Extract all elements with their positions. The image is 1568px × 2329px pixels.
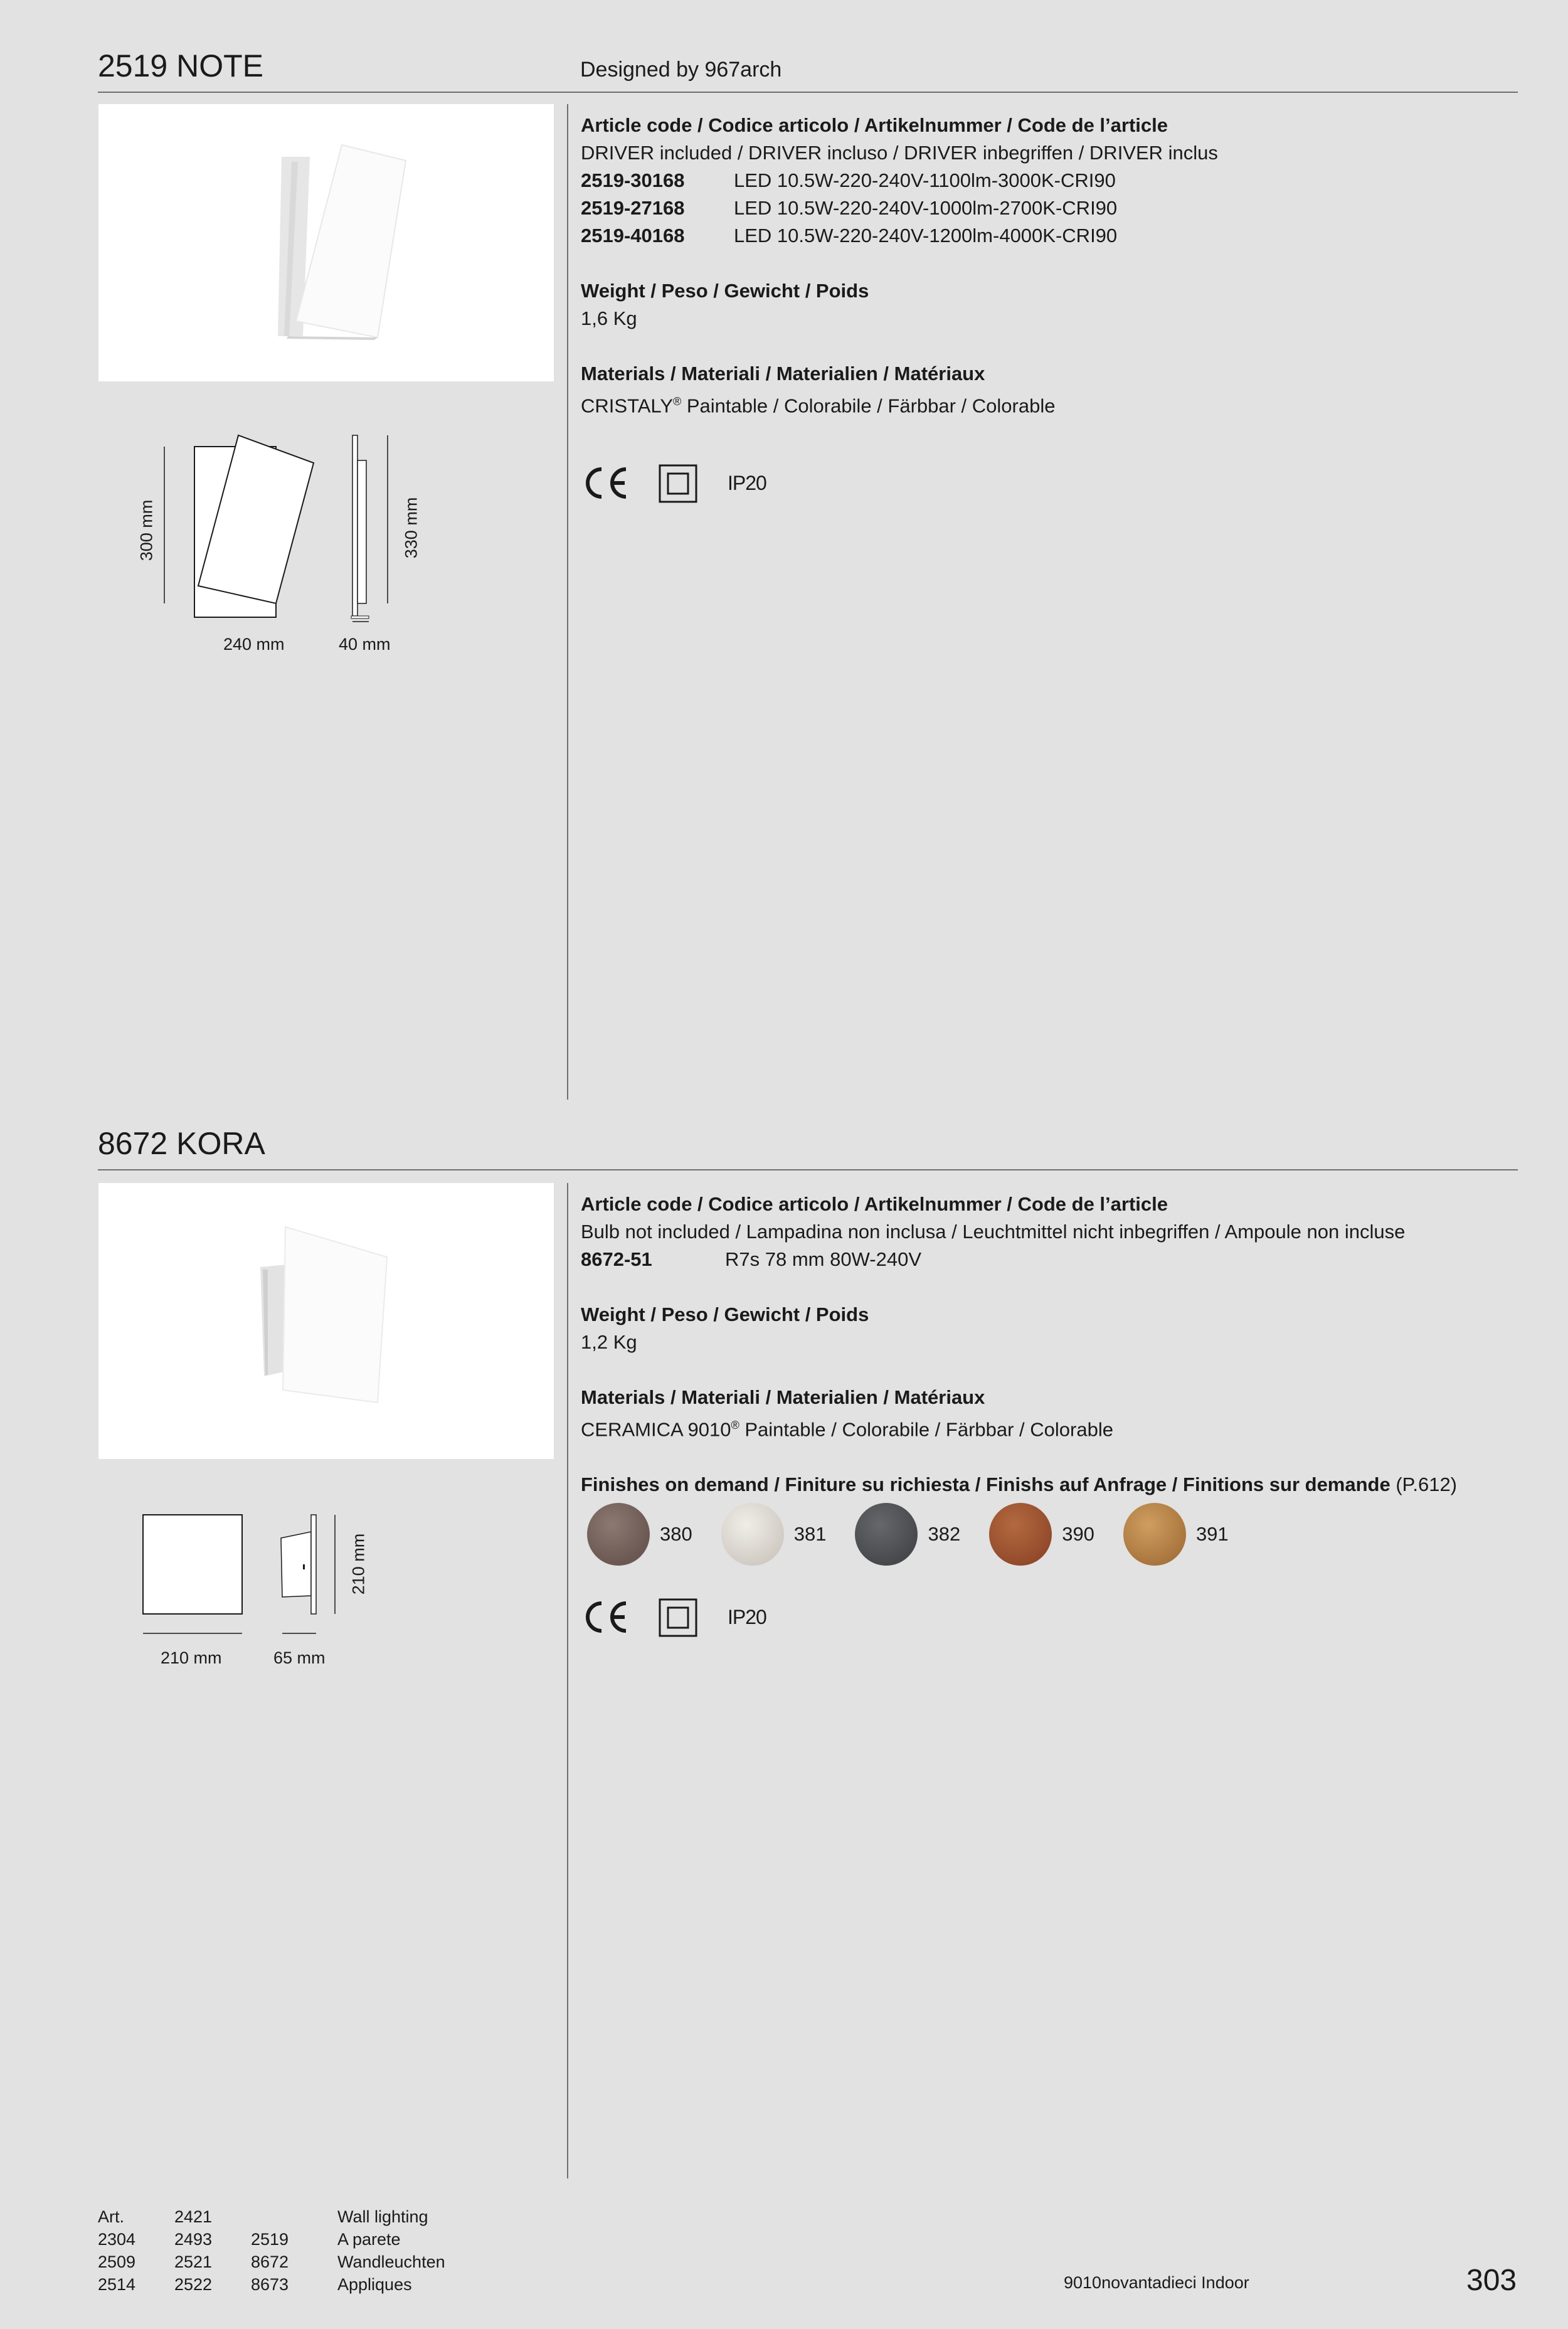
finishes-page-ref: (P.612)	[1390, 1473, 1458, 1496]
finishes-heading	[581, 1471, 1457, 1499]
finish-swatch	[721, 1503, 784, 1566]
ip-rating: IP20	[728, 1606, 766, 1628]
finish-code: 391	[1195, 1523, 1229, 1545]
article-row	[581, 167, 1218, 194]
table-cell	[251, 2205, 337, 2228]
column-divider	[567, 104, 568, 1100]
finish-code: 390	[1062, 1523, 1094, 1545]
kora-lamp-illustration	[98, 1183, 554, 1459]
weight-heading: Weight / Peso / Gewicht / Poids	[581, 280, 869, 302]
table-cell: Wandleuchten	[337, 2252, 445, 2271]
material-name: CERAMICA 9010	[581, 1418, 731, 1441]
table-row	[98, 2228, 445, 2251]
article-desc: LED 10.5W-220-240V-1100lm-3000K-CRI90	[734, 169, 1116, 191]
driver-note: DRIVER included / DRIVER incluso / DRIVER inbegriffen / DRIVER inclus	[581, 142, 1218, 164]
finish-item	[587, 1503, 692, 1566]
materials-value	[581, 1411, 1457, 1443]
product-title: 8672 KORA	[98, 1126, 265, 1161]
table-row	[98, 2251, 445, 2273]
table-cell: 2421	[174, 2207, 213, 2226]
product-title: 2519 NOTE	[98, 48, 264, 83]
dimension-drawing-front	[142, 1513, 248, 1642]
finish-code: 380	[660, 1523, 692, 1545]
table-row	[98, 2205, 445, 2228]
article-row	[581, 222, 1218, 250]
weight-heading: Weight / Peso / Gewicht / Poids	[581, 1303, 869, 1325]
finish-swatch	[855, 1503, 918, 1566]
category-index-table	[98, 2205, 445, 2296]
table-cell: Appliques	[337, 2275, 412, 2294]
height-label: 300 mm	[137, 499, 156, 561]
table-cell: 2509	[98, 2252, 136, 2271]
article-heading: Article code / Codice articolo / Artikelnummer / Code de l’article	[581, 114, 1168, 136]
section-rule	[98, 1169, 1518, 1170]
table-cell: A parete	[337, 2230, 401, 2249]
finish-code: 381	[793, 1523, 827, 1545]
page-number: 303	[1466, 2264, 1517, 2297]
spec-block	[581, 1191, 1457, 1499]
ce-mark-icon	[581, 465, 628, 504]
note-lamp-illustration	[98, 104, 554, 381]
ce-mark-icon	[581, 1600, 628, 1638]
side-height-label: 330 mm	[401, 497, 421, 559]
finish-item	[1123, 1503, 1229, 1566]
registered-mark: ®	[673, 395, 682, 408]
width-label: 240 mm	[223, 635, 285, 654]
article-desc: LED 10.5W-220-240V-1200lm-4000K-CRI90	[734, 225, 1118, 247]
finish-item	[721, 1503, 827, 1566]
dimension-drawing-side	[349, 433, 399, 630]
materials-heading: Materials / Materiali / Materialien / Matériaux	[581, 1386, 985, 1408]
weight-value: 1,6 Kg	[581, 307, 637, 329]
section-rule	[98, 92, 1518, 93]
registered-mark: ®	[731, 1419, 739, 1431]
finish-swatch	[587, 1503, 650, 1566]
table-cell: 8673	[251, 2275, 289, 2294]
width-label: 210 mm	[161, 1648, 222, 1667]
finish-item	[855, 1503, 960, 1566]
finish-swatch	[989, 1503, 1052, 1566]
article-desc: R7s 78 mm 80W-240V	[725, 1248, 921, 1270]
product-photo	[98, 1183, 554, 1459]
table-cell: 2521	[174, 2252, 213, 2271]
weight-value: 1,2 Kg	[581, 1331, 637, 1353]
table-cell: 2493	[174, 2230, 213, 2249]
spec-block	[581, 112, 1218, 420]
article-desc: LED 10.5W-220-240V-1000lm-2700K-CRI90	[734, 197, 1118, 219]
side-height-label: 210 mm	[349, 1533, 368, 1595]
class-ii-insulation-icon	[659, 464, 697, 506]
material-desc: Paintable / Colorabile / Färbbar / Colorable	[739, 1418, 1113, 1441]
article-code: 2519-27168	[581, 197, 685, 219]
depth-label: 65 mm	[273, 1648, 326, 1667]
table-row	[98, 2273, 445, 2296]
article-heading: Article code / Codice articolo / Artikelnummer / Code de l’article	[581, 1193, 1168, 1215]
materials-value	[581, 388, 1218, 420]
article-code: 2519-40168	[581, 225, 685, 247]
finishes-heading-text: Finishes on demand / Finiture su richiesta / Finishs auf Anfrage / Finitions sur demande	[581, 1473, 1391, 1496]
column-divider	[567, 1183, 568, 2178]
bulb-note: Bulb not included / Lampadina non inclusa / Leuchtmittel nicht inbegriffen / Ampoule non incluse	[581, 1221, 1406, 1243]
finish-swatches	[587, 1503, 1258, 1566]
materials-heading: Materials / Materiali / Materialien / Matériaux	[581, 363, 985, 385]
designer-credit: Designed by 967arch	[580, 58, 782, 82]
finish-code: 382	[928, 1523, 961, 1545]
class-ii-insulation-icon	[659, 1598, 697, 1640]
table-cell: Art.	[98, 2207, 125, 2226]
table-cell: 2514	[98, 2275, 136, 2294]
finish-swatch	[1123, 1503, 1186, 1566]
article-code: 8672-51	[581, 1248, 652, 1270]
material-name: CRISTALY	[581, 395, 673, 417]
footer-brand: 9010novantadieci Indoor	[1064, 2273, 1249, 2292]
material-desc: Paintable / Colorabile / Färbbar / Colorable	[681, 395, 1056, 417]
table-cell: 8672	[251, 2252, 289, 2271]
dimension-drawing-front	[151, 433, 320, 624]
table-cell: 2304	[98, 2230, 136, 2249]
table-cell: Wall lighting	[337, 2207, 428, 2226]
finish-item	[989, 1503, 1094, 1566]
product-photo	[98, 104, 554, 381]
article-row	[581, 1246, 1457, 1273]
depth-label: 40 mm	[339, 635, 391, 654]
ip-rating: IP20	[728, 472, 766, 494]
article-code: 2519-30168	[581, 169, 685, 191]
table-cell: 2519	[251, 2230, 289, 2249]
table-cell: 2522	[174, 2275, 213, 2294]
article-row	[581, 194, 1218, 222]
